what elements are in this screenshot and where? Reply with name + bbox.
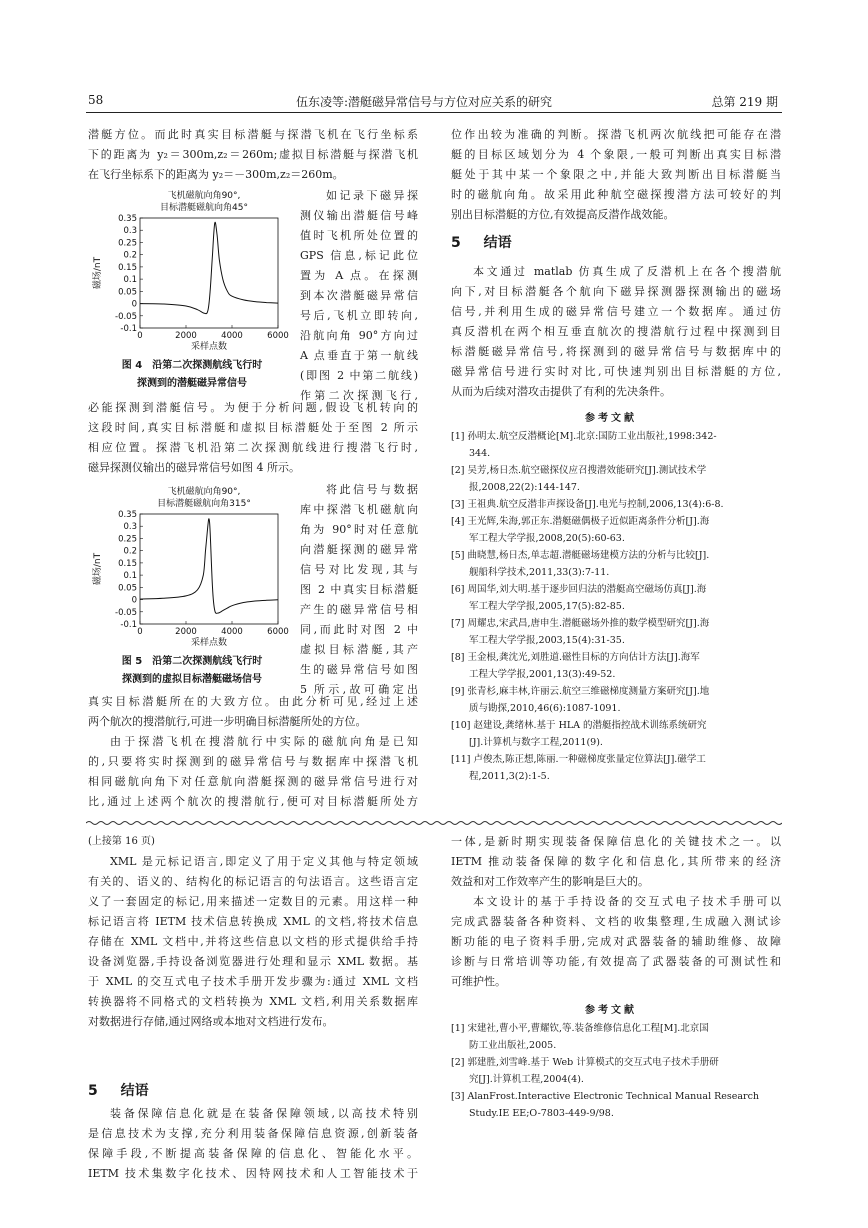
section-heading-conclusion-2 xyxy=(88,1080,149,1100)
text-line: 设备浏览器,手持设备浏览器进行处理和显示 XML 数据。基 xyxy=(88,955,418,968)
text-line: 库中探潜飞机磁航向 xyxy=(300,503,418,516)
y-tick-label: 0.3 xyxy=(123,226,137,237)
text-line: 向潜艇探测的磁异常 xyxy=(300,543,418,556)
reference-line: 军工程大学学报,2008,20(5):60-63. xyxy=(469,533,625,544)
text-line: 真实目标潜艇所在的大致方位。由此分析可见,经过上述 xyxy=(88,695,418,708)
text-line: 有关的、语义的、结构化的标记语言的句法语言。这些语言定 xyxy=(88,875,418,888)
text-line: 图 2 中真实目标潜艇 xyxy=(300,583,418,596)
chart-title: 目标潜艇磁航向角45° xyxy=(160,203,248,213)
y-tick-label: 0 xyxy=(131,595,137,606)
figure-4-caption xyxy=(92,357,292,393)
text-line: 对数据进行存储,通过网络或本地对文档进行发布。 xyxy=(88,1015,334,1028)
x-tick-label: 4000 xyxy=(221,331,243,341)
reference-line: 质与勘探,2010,46(6):1087-1091. xyxy=(469,703,621,714)
references2-title: 参考文献 xyxy=(585,1005,637,1016)
reference-line: [7] 周耀忠,宋武昌,唐申生.潜艇磁场外推的数学模型研究[J].海 xyxy=(451,618,710,629)
y-tick-label: -0.05 xyxy=(115,607,137,618)
text-line: 义了一套固定的标记,用来描述一定数目的元素。用这样一种 xyxy=(88,895,418,908)
reference-line: [11] 卢俊杰,陈正想,陈丽.一种磁梯度张量定位算法[J].磁学工 xyxy=(451,754,706,765)
y-tick-label: 0.05 xyxy=(118,583,137,594)
text-line: 向下,对目标潜艇各个航向下磁异探测器探测输出的磁场 xyxy=(451,285,781,298)
text-line: 虚拟目标潜艇,其产 xyxy=(300,643,418,656)
y-tick-label: 0.35 xyxy=(118,510,137,520)
x-tick-label: 6000 xyxy=(267,331,289,341)
x-axis-label: 采样点数 xyxy=(190,638,228,648)
article-separator xyxy=(86,819,782,827)
text-line: 磁异常信号进行实时对比,可快速判别出目标潜艇的方位, xyxy=(451,365,781,378)
text-line: 下的距离为 y₂＝300m,z₂＝260m;虚拟目标潜艇与探潜飞机 xyxy=(88,148,418,161)
caption-line: 图 5 沿第二次探测航线飞行时 xyxy=(121,656,263,667)
figure-4-side-text xyxy=(300,186,418,406)
text-line: 位作出较为准确的判断。探潜飞机两次航线把可能存在潜 xyxy=(451,128,781,141)
reference-line: Study.IE EE;O-7803-449-9/98. xyxy=(469,1108,614,1119)
y-tick-label: 0.15 xyxy=(118,262,137,273)
text-line: 沿航向角 90°方向过 xyxy=(300,329,418,342)
y-axis-label: 磁场/nT xyxy=(93,552,103,586)
reference-line: 工程大学学报,2001,13(3):49-52. xyxy=(469,669,616,680)
reference-line: [10] 赵建设,龚绪林.基于 HLA 的潜艇指控战术训练系统研究 xyxy=(451,720,707,731)
text-line: 在飞行坐标系下的距离为 y₂＝－300m,z₂＝260m。 xyxy=(88,168,344,181)
reference-line: [5] 曲晓慧,杨日杰,单志超.潜艇磁场建模方法的分析与比较[J]. xyxy=(451,550,710,561)
text-line: 真反潜机在两个相互垂直航次的搜潜航行过程中探测到目 xyxy=(451,325,781,338)
figure-5-chart xyxy=(88,482,294,648)
page-number: 58 xyxy=(88,93,104,107)
text-line: A 点垂直于第一航线 xyxy=(300,349,418,362)
section-number: 5 xyxy=(88,1083,98,1099)
y-tick-label: 0.2 xyxy=(123,250,137,261)
text-line: 相应位置。探潜飞机沿第二次探测航线进行搜潜飞行时, xyxy=(88,441,418,454)
text-line: 标潜艇磁异常信号,将探测到的磁异常信号与数据库中的 xyxy=(451,345,781,358)
left-mid-paragraph xyxy=(88,398,418,478)
reference-line: [2] 郭建胜,刘雪峰.基于 Web 计算模式的交互式电子技术手册研 xyxy=(451,1057,719,1068)
text-line: (即图 2 中第二航线) xyxy=(300,369,418,382)
text-line: 生的磁异常信号如图 xyxy=(300,663,418,676)
x-tick-label: 4000 xyxy=(221,627,243,637)
caption-line: 图 4 沿第二次探测航线飞行时 xyxy=(121,360,263,371)
text-line: 信号,并利用生成的磁异常信号建立一个数据库。通过仿 xyxy=(451,305,781,318)
reference-line: [4] 王光辉,朱海,郭正东.潜艇磁偶极子近似距离条件分析[J].海 xyxy=(451,516,710,527)
text-line: 角为 90°时对任意航 xyxy=(300,523,418,536)
bottom-right-paragraph xyxy=(451,832,781,992)
text-line: 值时飞机所处位置的 xyxy=(300,229,418,242)
text-line: 时的磁航向角。故采用此种航空磁探搜潜方法可较好的判 xyxy=(451,188,781,201)
section-heading-conclusion xyxy=(451,232,512,252)
x-tick-label: 0 xyxy=(137,627,143,637)
reference-line: [6] 周国华,刘大明.基于逐步回归法的潜艇高空磁场仿真[J].海 xyxy=(451,584,707,595)
text-line: 可维护性。 xyxy=(451,975,506,988)
text-line: 保障手段,不断提高装备保障的信息化、智能化水平。 xyxy=(88,1147,418,1160)
figure-5-caption xyxy=(92,653,292,689)
reference-line: [1] 孙明太.航空反潜概论[M].北京:国防工业出版社,1998:342- xyxy=(451,431,717,442)
y-tick-label: -0.1 xyxy=(120,620,137,630)
issue-number: 总第 219 期 xyxy=(711,95,778,109)
text-line: 别出目标潜艇的方位,有效提高反潜作战效能。 xyxy=(451,208,675,221)
y-tick-label: 0 xyxy=(131,299,137,310)
running-title: 伍东凌等:潜艇磁异常信号与方位对应关系的研究 xyxy=(296,95,553,109)
text-line: 磁异探测仪输出的磁异常信号如图 4 所示。 xyxy=(88,461,300,474)
text-line: 将此信号与数据 xyxy=(326,483,418,496)
header-rule xyxy=(86,112,782,113)
text-line: 必能探测到潜艇信号。为便于分析问题,假设飞机转向的 xyxy=(88,401,418,414)
running-header xyxy=(88,93,778,107)
text-line: 潜艇方位。而此时真实目标潜艇与探潜飞机在飞行坐标系 xyxy=(88,128,418,141)
y-tick-label: -0.1 xyxy=(120,324,137,334)
figure-4-chart xyxy=(88,186,294,352)
text-line: 号后,飞机立即转向, xyxy=(300,309,418,322)
text-line: 标记语言将 IETM 技术信息转换成 XML 的文档,将技术信息 xyxy=(88,915,418,928)
y-tick-label: 0.25 xyxy=(118,534,137,545)
text-line: 艇的目标区域划分为 4 个象限,一般可判断出真实目标潜 xyxy=(451,148,781,161)
reference-line: 军工程大学学报,2003,15(4):31-35. xyxy=(469,635,625,646)
y-tick-label: 0.3 xyxy=(123,522,137,533)
reference-line: [8] 王金根,龚沈光,刘胜道.磁性目标的方向估计方法[J].海军 xyxy=(451,652,700,663)
reference-line: [1] 宋建社,曹小平,曹耀钦,等.装备维修信息化工程[M].北京国 xyxy=(451,1023,709,1034)
text-line: 从而为后续对潜攻击提供了有利的先决条件。 xyxy=(451,385,671,398)
reference-line: 报,2008,22(2):144-147. xyxy=(469,482,580,493)
section-title: 结语 xyxy=(120,1083,149,1099)
reference-line: 舰船科学技术,2011,33(3):7-11. xyxy=(469,567,610,578)
reference-line: [3] 王祖典.航空反潜非声探设备[J].电光与控制,2006,13(4):6-8. xyxy=(451,499,724,510)
reference-line: 344. xyxy=(469,448,491,459)
text-line: 同,而此时对图 2 中 xyxy=(300,623,418,636)
text-line: GPS 信息,标记此位 xyxy=(300,249,418,262)
plot-frame xyxy=(140,514,278,624)
text-line: 存储在 XML 文档中,并将这些信息以文档的形式提供给手持 xyxy=(88,935,418,948)
reference-line: [2] 吴芳,杨日杰.航空磁探仪应召搜潜效能研究[J].测试技术学 xyxy=(451,465,707,476)
text-line: 5 所示,故可确定出 xyxy=(300,683,418,696)
y-tick-label: 0.05 xyxy=(118,287,137,298)
y-tick-label: 0.1 xyxy=(123,275,137,286)
text-line: IETM 技术集数字化技术、因特网技术和人工智能技术于 xyxy=(88,1167,418,1180)
text-line: 置为 A 点。在探测 xyxy=(300,269,418,282)
x-axis-label: 采样点数 xyxy=(190,342,228,352)
y-tick-label: 0.15 xyxy=(118,558,137,569)
left-bottom-paragraph xyxy=(88,692,418,812)
text-line: 到本次潜艇磁异常信 xyxy=(300,289,418,302)
chart-title: 飞机磁航向角90°, xyxy=(167,191,241,201)
right-top-paragraph xyxy=(451,125,781,225)
caption-line: 探测到的潜艇磁异常信号 xyxy=(137,378,247,389)
text-line: 由于探潜飞机在搜潜航行中实际的磁航向角是已知 xyxy=(110,735,418,748)
y-tick-label: 0.2 xyxy=(123,546,137,557)
continued-note: (上接第 16 页) xyxy=(88,836,155,847)
text-line: 作第二次探测飞行, xyxy=(300,389,418,402)
text-line: 如记录下磁异探 xyxy=(326,189,418,202)
reference-line: 程,2011,3(2):1-5. xyxy=(469,771,550,782)
text-line: 比,通过上述两个航次的搜潜航行,便可对目标潜艇所处方 xyxy=(88,795,418,808)
text-line: 产生的磁异常信号相 xyxy=(300,603,418,616)
references-list xyxy=(451,428,781,785)
y-tick-label: 0.35 xyxy=(118,214,137,224)
conclusion-paragraph xyxy=(451,262,781,402)
x-tick-label: 2000 xyxy=(175,627,197,637)
text-line: 效益和对工作效率产生的影响是巨大的。 xyxy=(451,875,649,888)
reference-line: 究[J].计算机工程,2004(4). xyxy=(469,1074,584,1085)
text-line: 诊断与日常培训等功能,有效提高了武器装备的可测试性和 xyxy=(451,955,781,968)
chart-title: 目标潜艇磁航向角315° xyxy=(157,499,251,509)
text-line: 一体,是新时期实现装备保障信息化的关键技术之一。以 xyxy=(451,835,781,848)
reference-line: [J].计算机与数字工程,2011(9). xyxy=(469,737,603,748)
reference-line: [3] AlanFrost.Interactive Electronic Technical Manual Research xyxy=(451,1091,760,1102)
text-line: XML 是元标记语言,即定义了用于定义其他与特定领域 xyxy=(110,855,418,868)
caption-line: 探测到的虚拟目标潜艇磁场信号 xyxy=(122,674,262,685)
text-line: IETM 推动装备保障的数字化和信息化,其所带来的经济 xyxy=(451,855,781,868)
reference-line: [9] 张青杉,麻丰林,许丽云.航空三维磁梯度测量方案研究[J].地 xyxy=(451,686,710,697)
text-line: 本文设计的基于手持设备的交互式电子技术手册可以 xyxy=(473,895,781,908)
x-tick-label: 6000 xyxy=(267,627,289,637)
text-line: 这段时间,真实目标潜艇和虚拟目标潜艇处于至图 2 所示 xyxy=(88,421,418,434)
references-title: 参考文献 xyxy=(585,413,637,424)
text-line: 的,只要将实时探测到的磁异常信号与数据库中探潜飞机 xyxy=(88,755,418,768)
text-line: 艇处于其中某一个象限之中,并能大致判断出目标潜艇当 xyxy=(451,168,781,181)
y-tick-label: 0.25 xyxy=(118,238,137,249)
figure-5-side-text xyxy=(300,480,418,700)
reference-line: 军工程大学学报,2005,17(5):82-85. xyxy=(469,601,625,612)
y-tick-label: -0.05 xyxy=(115,311,137,322)
text-line: 装备保障信息化就是在装备保障领域,以高技术特别 xyxy=(110,1107,418,1120)
x-tick-label: 0 xyxy=(137,331,143,341)
text-line: 是信息技术为支撑,充分利用装备保障信息资源,创新装备 xyxy=(88,1127,418,1140)
section-title: 结语 xyxy=(483,235,512,251)
text-line: 两个航次的搜潜航行,可进一步明确目标潜艇所处的方位。 xyxy=(88,715,367,728)
y-tick-label: 0.1 xyxy=(123,571,137,582)
reference-line: 防工业出版社,2005. xyxy=(469,1040,557,1051)
text-line: 相同磁航向角下对任意航向潜艇探测的磁异常信号进行对 xyxy=(88,775,418,788)
text-line: 完成武器装备各种资料、文档的收集整理,生成融入测试诊 xyxy=(451,915,781,928)
text-line: 于 XML 的交互式电子技术手册开发步骤为:通过 XML 文档 xyxy=(88,975,418,988)
text-line: 信号对比发现,其与 xyxy=(300,563,418,576)
x-tick-label: 2000 xyxy=(175,331,197,341)
y-axis-label: 磁场/nT xyxy=(93,256,103,290)
references2-list xyxy=(451,1020,781,1122)
left-top-paragraph xyxy=(88,125,418,185)
bottom-left-paragraph xyxy=(88,852,418,1032)
text-line: 断功能的电子资料手册,完成对武器装备的辅助维修、故障 xyxy=(451,935,781,948)
section-number: 5 xyxy=(451,235,461,251)
bottom-conclusion-paragraph xyxy=(88,1104,418,1184)
text-line: 转换器将不同格式的文档转换为 XML 文档,利用关系数据库 xyxy=(88,995,418,1008)
series-line xyxy=(140,222,278,313)
plot-frame xyxy=(140,218,278,328)
text-line: 测仪输出潜艇信号峰 xyxy=(300,209,418,222)
chart-title: 飞机磁航向角90°, xyxy=(167,487,241,497)
text-line: 本文通过 matlab 仿真生成了反潜机上在各个搜潜航 xyxy=(473,265,781,278)
series-line xyxy=(140,519,278,614)
